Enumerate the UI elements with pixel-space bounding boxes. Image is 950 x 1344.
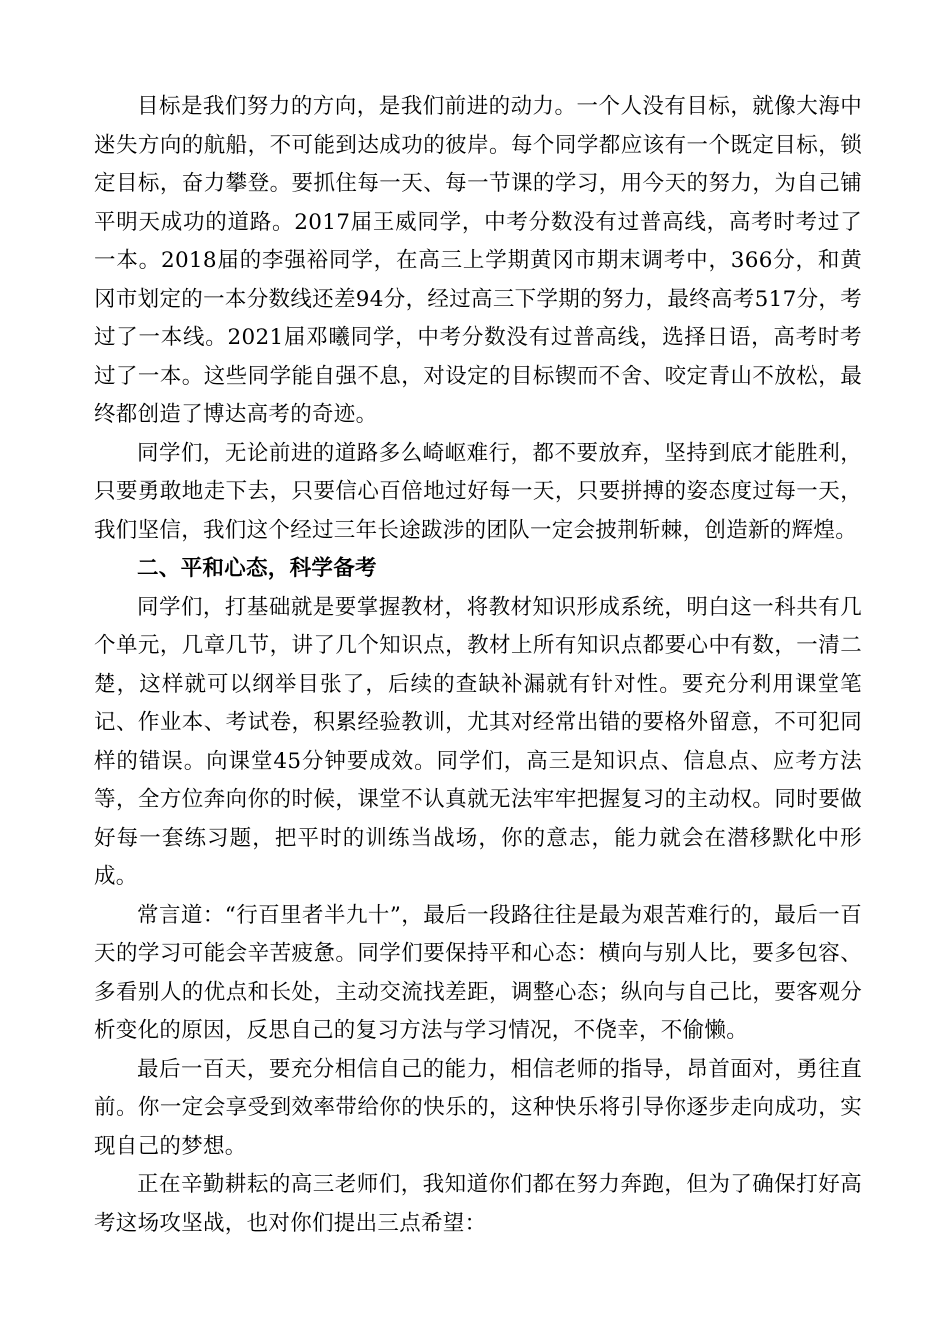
document-page xyxy=(94,88,862,1243)
paragraph-foundation: 同学们，打基础就是要掌握教材，将教材知识形成系统，明白这一科共有几个单元，几章几节，讲了几个知识点，教材上所有知识点都要心中有数，一清二楚，这样就可以纲举目张了，后续的查缺补漏就有针对性。要充分利用课堂笔记、作业本、考试卷，积累经验教训，尤其对经常出错的要格外留意，不可犯同样的错误。向课堂45分钟要成效。同学们，高三是知识点、信息点、应考方法等，全方位奔向你的时候，课堂不认真就无法牢牢把握复习的主动权。同时要做好每一套练习题，把平时的训练当战场，你的意志，能力就会在潜移默化中形成。 xyxy=(94,594,862,889)
paragraph-goals: 目标是我们努力的方向，是我们前进的动力。一个人没有目标，就像大海中迷失方向的航船，不可能到达成功的彼岸。每个同学都应该有一个既定目标，锁定目标，奋力攀登。要抓住每一天、每一节课的学习，用今天的努力，为自己铺平明天成功的道路。2017届王威同学，中考分数没有过普高线，高考时考过了一本。2018届的李强裕同学，在高三上学期黄冈市期末调考中，366分，和黄冈市划定的一本分数线还差94分，经过高三下学期的努力，最终高考517分，考过了一本线。2021届邓曦同学，中考分数没有过普高线，选择日语，高考时考过了一本。这些同学能自强不息，对设定的目标锲而不舍、咬定青山不放松，最终都创造了博达高考的奇迹。 xyxy=(94,94,862,427)
paragraph-last-hundred-days: 最后一百天，要充分相信自己的能力，相信老师的指导，昂首面对，勇往直前。你一定会享受到效率带给你的快乐的，这种快乐将引导你逐步走向成功，实现自己的梦想。 xyxy=(94,1056,862,1159)
paragraph-mindset: 常言道：“行百里者半九十”，最后一段路往往是最为艰苦难行的，最后一百天的学习可能会辛苦疲惫。同学们要保持平和心态：横向与别人比，要多包容、多看别人的优点和长处，主动交流找差距，调整心态；纵向与自己比，要客观分析变化的原因，反思自己的复习方法与学习情况，不侥幸，不偷懒。 xyxy=(94,902,862,1043)
section-heading: 二、平和心态，科学备考 xyxy=(137,556,377,581)
paragraph-perseverance: 同学们，无论前进的道路多么崎岖难行，都不要放弃，坚持到底才能胜利，只要勇敢地走下去，只要信心百倍地过好每一天，只要拼搏的姿态度过每一天，我们坚信，我们这个经过三年长途跋涉的团队一定会披荆斩棘，创造新的辉煌。 xyxy=(94,440,862,543)
paragraph-teachers: 正在辛勤耕耘的高三老师们，我知道你们都在努力奔跑，但为了确保打好高考这场攻坚战，也对你们提出三点希望： xyxy=(94,1172,862,1236)
